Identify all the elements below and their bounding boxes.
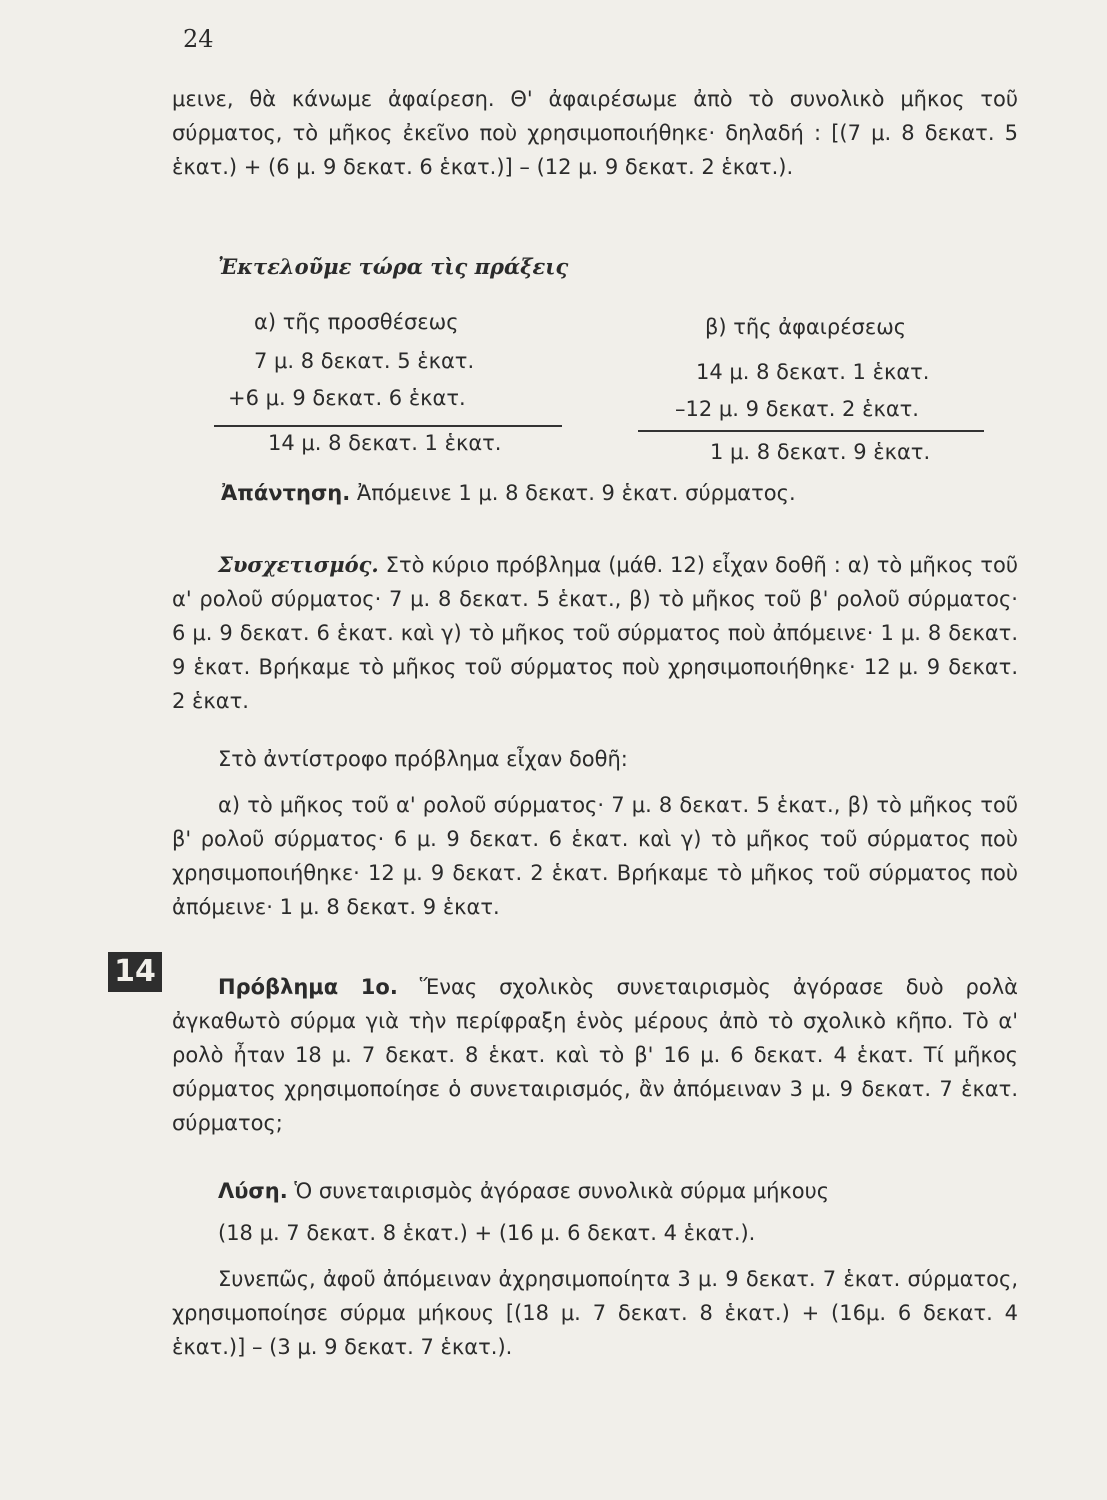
addition-title: α) τῆς προσθέσεως [254,310,459,334]
answer-text: Ἀπόμεινε 1 μ. 8 δεκατ. 9 ἑκατ. σύρματος. [356,481,796,505]
problem-label: Πρόβλημα 1ο. [218,975,398,999]
operations-heading: Ἐκτελοῦμε τώρα τὶς πράξεις [218,254,569,279]
subtraction-rule [638,430,984,432]
subtraction-title: β) τῆς ἀφαιρέσεως [705,315,907,339]
subtraction-result: 1 μ. 8 δεκατ. 9 ἑκατ. [710,440,931,464]
correlation-text: Στὸ κύριο πρόβλημα (μάθ. 12) εἶχαν δοθῆ : α) τὸ μῆκος τοῦ α' ρολοῦ σύρματος· 7 μ. 8 δεκατ. 5 ἑκατ., β) τὸ μῆκος τοῦ β' ρολοῦ σύρματος· 6 μ. 9 δεκατ. 6 ἑκατ. καὶ γ) τὸ μῆκος τοῦ σύρματος ποὺ ἀπόμεινε· 1 μ. 8 δεκατ. 9 ἑκατ. Βρήκαμε τὸ μῆκος τοῦ σύρματος ποὺ χρησιμοποιήθηκε· 12 μ. 9 δεκατ. 2 ἑκατ. [172,553,1018,713]
problem-text: Ἕνας σχολικὸς συνεταιρισμὸς ἀγόρασε δυὸ ρολὰ ἀγκαθωτὸ σύρμα γιὰ τὴν περίφραξη ἑνὸς μέρους ἀπὸ τὸ σχολικὸ κῆπο. Τὸ α' ρολὸ ἦταν 18 μ. 7 δεκατ. 8 ἑκατ. καὶ τὸ β' 16 μ. 6 δεκατ. 4 ἑκατ. Τί μῆκος σύρματος χρησιμοποίησε ὁ συνεταιρισμός, ἂν ἀπόμειναν 3 μ. 9 δεκατ. 7 ἑκατ. σύρματος; [172,975,1019,1135]
subtraction-line-2: –12 μ. 9 δεκατ. 2 ἑκατ. [675,397,919,421]
problem-paragraph [172,970,1018,1140]
solution-label: Λύση. [218,1179,288,1203]
subtraction-line-1: 14 μ. 8 δεκατ. 1 ἑκατ. [696,360,930,384]
addition-result: 14 μ. 8 δεκατ. 1 ἑκατ. [268,431,502,455]
intro-paragraph: μεινε, θὰ κάνωμε ἀφαίρεση. Θ' ἀφαιρέσωμε ἀπὸ τὸ συνολικὸ μῆκος τοῦ σύρματος, τὸ μῆκος ἐκεῖνο ποὺ χρησιμοποιήθηκε· δηλαδή : [(7 μ. 8 δεκατ. 5 ἑκατ.) + (6 μ. 9 δεκατ. 6 ἑκατ.)] – (12 μ. 9 δεκατ. 2 ἑκατ.). [172,87,1018,179]
solution-paragraph [172,1174,1018,1208]
solution-text: Ὁ συνεταιρισμὸς ἀγόρασε συνολικὰ σύρμα μήκους [294,1179,830,1203]
inverse-intro: Στὸ ἀντίστροφο πρόβλημα εἶχαν δοθῆ: [218,747,628,771]
answer-line [221,476,796,510]
inverse-paragraph: α) τὸ μῆκος τοῦ α' ρολοῦ σύρματος· 7 μ. 8 δεκατ. 5 ἑκατ., β) τὸ μῆκος τοῦ β' ρολοῦ σύρματος· 6 μ. 9 δεκατ. 6 ἑκατ. καὶ γ) τὸ μῆκος τοῦ σύρματος ποὺ χρησιμοποιήθηκε· 12 μ. 9 δεκατ. 2 ἑκατ. Βρήκαμε τὸ μῆκος τοῦ σύρματος ποὺ ἀπόμεινε· 1 μ. 8 δεκατ. 9 ἑκατ. [172,793,1018,919]
page-number: 24 [183,25,214,53]
addition-line-2: +6 μ. 9 δεκατ. 6 ἑκατ. [228,386,466,410]
correlation-paragraph [172,548,1018,718]
solution-expression: (18 μ. 7 δεκατ. 8 ἑκατ.) + (16 μ. 6 δεκατ. 4 ἑκατ.). [218,1221,756,1245]
lesson-number-badge: 14 [108,952,162,992]
solution-paragraph-2: Συνεπῶς, ἀφοῦ ἀπόμειναν ἀχρησιμοποίητα 3 μ. 9 δεκατ. 7 ἑκατ. σύρματος, χρησιμοποίησε σύρμα μήκους [(18 μ. 7 δεκατ. 8 ἑκατ.) + (16μ. 6 δεκατ. 4 ἑκατ.)] – (3 μ. 9 δεκατ. 7 ἑκατ.). [172,1267,1018,1359]
answer-label: Ἀπάντηση. [221,481,351,505]
addition-line-1: 7 μ. 8 δεκατ. 5 ἑκατ. [254,349,475,373]
correlation-label: Συσχετισμός. [218,552,379,577]
